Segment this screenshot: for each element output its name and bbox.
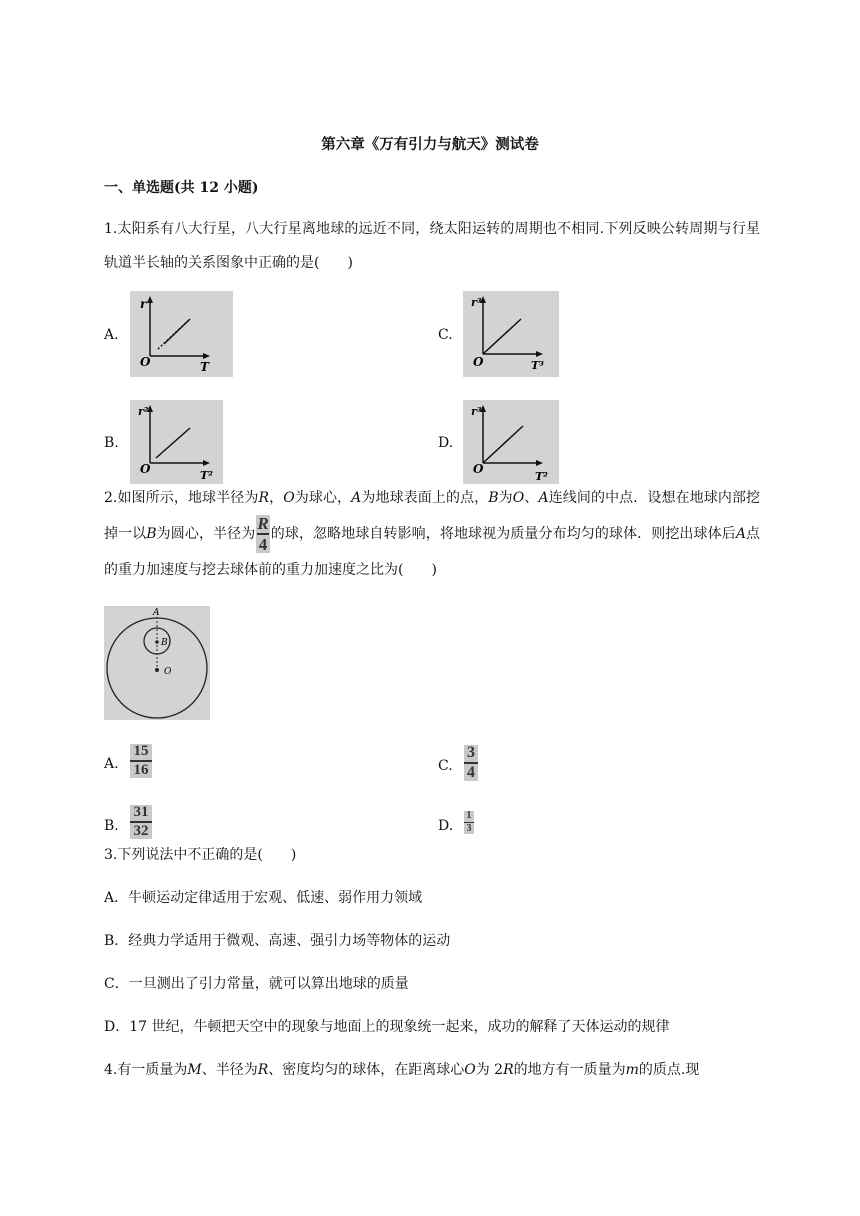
q1-d-y-label: r³	[471, 405, 482, 418]
figure-label-b: B	[161, 638, 168, 648]
q3-option-a: A．牛顿运动定律适用于宏观、低速、弱作用力领域	[104, 890, 423, 906]
q2-option-d-label: D.	[438, 818, 454, 834]
figure-label-a: A	[153, 608, 160, 618]
question-1-text: 1.太阳系有八大行星，八大行星离地球的远近不同，绕太阳运转的周期也不相同.下列反映公转周期与行星轨道半长轴的关系图象中正确的是( )	[104, 221, 760, 271]
q2-option-a-label: A.	[104, 756, 119, 772]
q3-option-b: B．经典力学适用于微观、高速、强引力场等物体的运动	[104, 933, 451, 949]
question-2-text: 2.如图所示，地球半径为R，O为球心，A为地球表面上的点，B为O、A连线间的中点．设想在地球内部挖掉一以B为圆心，半径为 $\frac{R}{4}$ 的球，忽略地球自转影响，将地球视为质量分布均匀的球体．则挖出球体后A点的重力加速度与挖去球体前的重力加速度之比为( )	[104, 490, 761, 578]
q1-option-c-label: C.	[438, 327, 453, 343]
q1-d-origin: O	[473, 462, 484, 476]
question-3-text: 3.下列说法中不正确的是( )	[104, 847, 297, 863]
q1-b-x-label: T²	[200, 469, 214, 482]
q2-option-b-fraction: 31 32	[130, 805, 152, 839]
section-heading: 一、单选题(共 12 小题)	[104, 180, 259, 196]
q2-option-d-fraction: 1 3	[464, 811, 474, 834]
q1-c-x-label: T³	[531, 359, 545, 372]
q1-a-x-label: T	[200, 360, 209, 374]
page-title: 第六章《万有引力与航天》测试卷	[321, 136, 539, 153]
q2-option-a-fraction: 15 16	[130, 744, 152, 778]
q2-option-b-label: B.	[104, 818, 119, 834]
q1-option-a-graph	[130, 291, 233, 377]
q1-a-origin: O	[140, 355, 151, 369]
q1-option-d-graph	[463, 400, 559, 484]
q1-option-b-label: B.	[104, 435, 119, 451]
q1-d-x-label: T²	[535, 470, 549, 483]
q1-a-y-label: r	[140, 297, 147, 311]
q1-option-b-graph	[130, 400, 223, 484]
question-4-text: 4.有一质量为M、半径为R、密度均匀的球体，在距离球心O为 2R的地方有一质量为m的质点.现	[104, 1062, 700, 1078]
q2-option-c-label: C.	[438, 758, 453, 774]
q1-option-a-label: A.	[104, 327, 119, 343]
radius-fraction: $\frac{R}{4}$	[257, 514, 269, 554]
q2-earth-figure	[104, 606, 210, 720]
q1-c-origin: O	[473, 355, 484, 369]
q1-c-y-label: r³	[471, 296, 482, 309]
q3-option-d: D．17 世纪，牛顿把天空中的现象与地面上的现象统一起来，成功的解释了天体运动的规律	[104, 1019, 670, 1035]
q3-option-c: C．一旦测出了引力常量，就可以算出地球的质量	[104, 976, 409, 992]
q2-option-c-fraction: 3 4	[464, 745, 478, 781]
q1-option-c-graph	[463, 291, 559, 377]
figure-label-o: O	[164, 667, 172, 677]
q1-b-y-label: r²	[138, 405, 149, 418]
q1-option-d-label: D.	[438, 435, 454, 451]
q1-b-origin: O	[140, 462, 151, 476]
